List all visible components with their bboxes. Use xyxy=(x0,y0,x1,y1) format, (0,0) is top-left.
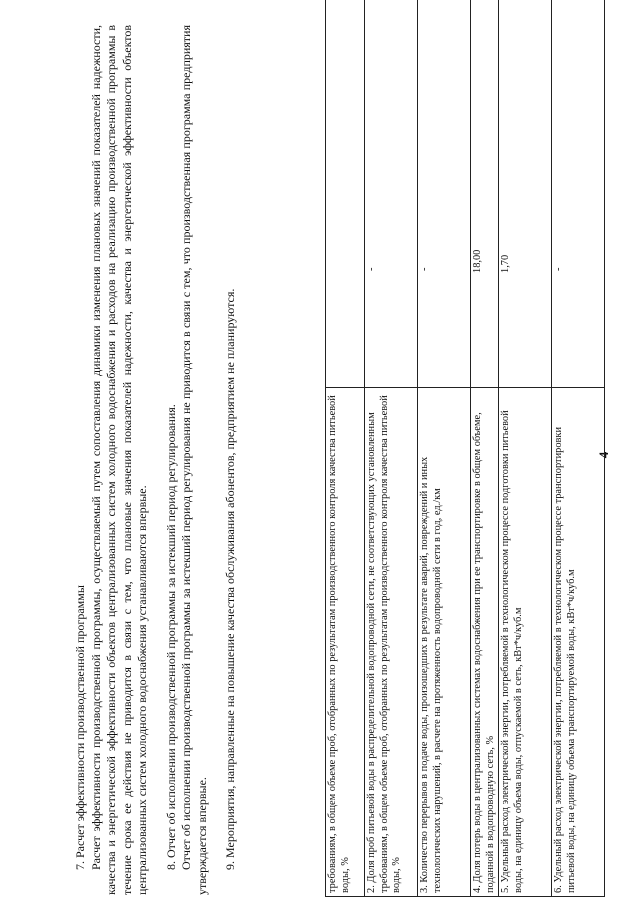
indicator-name: 3. Количество перерывов в подаче воды, произошедших в результате аварий, повреждений и иных технологических нарушений, в расчете на протяженность водопроводной сети в год, ед./км xyxy=(418,388,471,897)
section-8-heading: 8. Отчет об исполнении производственной программы за истекший период регулирования. xyxy=(163,404,178,870)
table-row xyxy=(552,0,605,897)
indicator-value xyxy=(326,0,365,388)
indicator-value: - xyxy=(552,0,605,388)
table-row xyxy=(471,0,499,897)
indicator-name: 4. Доля потерь воды в централизованных системах водоснабжения при ее транспортировке в общем объеме, поданной в водопроводную сеть, % xyxy=(471,388,499,897)
section-7-heading: 7. Расчет эффективности производственной программы xyxy=(73,585,87,870)
indicators-table xyxy=(325,0,605,897)
indicator-name: 2. Доля проб питьевой воды в распределительной водопроводной сети, не соответствующих установленным требованиям, в общем объеме проб, отобранных по результатам производственного контроля качества питьевой воды, % xyxy=(365,388,418,897)
indicator-value: 1,70 xyxy=(499,0,552,388)
table-row xyxy=(326,0,365,897)
section-gap xyxy=(210,25,223,895)
indicator-value: - xyxy=(365,0,418,388)
indicator-value: - xyxy=(418,0,471,388)
section-9-heading: 9. Мероприятия, направленные на повышение качества обслуживания абонентов, предприятием не планируются. xyxy=(223,288,237,870)
indicator-name: 6. Удельный расход электрической энергии, потребляемой в технологическом процессе транспортировки питьевой воды, на единицу объема транспортируемой воды, кВт*ч/куб.м xyxy=(552,388,605,897)
table-row xyxy=(365,0,418,897)
indicator-name: 5. Удельный расход электрической энергии, потребляемой в технологическом процессе подготовки питьевой воды, на единицу объема воды, отпускаемой в сеть, кВт*ч/куб.м xyxy=(499,388,552,897)
indicator-value: 18,00 xyxy=(471,0,499,388)
document-sections xyxy=(73,25,239,895)
section-8-text: Отчет об исполнении производственной программы за истекший период регулирования не приводится в связи с тем, что производственная программа предприятия утверждается впервые. xyxy=(179,25,209,895)
page-number: 4 xyxy=(596,451,611,459)
indicator-name: требованиям, в общем объеме проб, отобранных по результатам производственного контроля качества питьевой воды, % xyxy=(326,388,365,897)
section-gap xyxy=(151,25,164,895)
table-row xyxy=(418,0,471,897)
table-row xyxy=(499,0,552,897)
section-7-text: Расчет эффективности производственной программы, осуществляемый путем сопоставления динамики изменения плановых значений показателей надежности, качества и энергетической эффективности объектов централизованных систем холодного водоснабжения и расходов на реализацию производственной программы в течение срока ее действия не приводится в связи с тем, что плановые значения показателей надежности, качества и энергетической эффективности объектов централизованных систем холодного водоснабжения устанавливаются впервые. xyxy=(88,25,149,895)
